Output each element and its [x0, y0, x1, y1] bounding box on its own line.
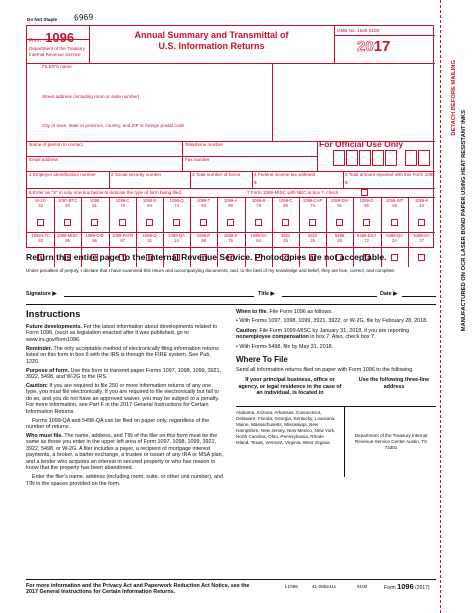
- form-type-code: 80: [228, 203, 233, 208]
- form-type-code: 25: [283, 238, 288, 243]
- tax-withheld-field[interactable]: [253, 178, 343, 187]
- nec-bold: nonemployee compensation: [236, 334, 309, 341]
- signature-field[interactable]: [64, 286, 254, 297]
- form-type-checkbox[interactable]: [146, 219, 153, 226]
- form-type-code: 95: [65, 238, 70, 243]
- form-type-cell: [136, 197, 163, 232]
- total-amount-field[interactable]: [344, 178, 434, 187]
- instructions-heading: Instructions: [26, 309, 81, 320]
- form-type-checkbox[interactable]: [37, 219, 44, 226]
- form-type-code: 27: [419, 238, 424, 243]
- date-field[interactable]: [402, 286, 436, 297]
- form-type-checkbox[interactable]: [200, 219, 207, 226]
- penalties-statement: Under penalties of perjury, I declare that I have examined this return and accompanying documents, and, to the best of my knowledge and belief, they are true, correct, and complete.: [26, 268, 396, 273]
- reminder-text: The only acceptable method of electronically filing information returns listed on this form in box 6 with the IRS is through the FIRE system. See Pub. 1220.: [26, 345, 219, 365]
- footer-note: For more information and the Privacy Act and Paperwork Reduction Act Notice, see the 2017 General Instructions for Certain Information Returns.: [26, 583, 250, 596]
- form-type-code: 79: [256, 203, 261, 208]
- form-type-code: 86: [364, 203, 369, 208]
- form-type-code: 50: [65, 203, 70, 208]
- form-type-code: 2A: [392, 238, 398, 243]
- form-type-name: 1099-OID: [85, 233, 104, 238]
- form-type-code: 83: [201, 203, 206, 208]
- fax-label: Fax number: [185, 157, 210, 162]
- form-type-code: 97: [120, 238, 125, 243]
- footer-form: [384, 582, 430, 591]
- form-title: [89, 30, 334, 51]
- form-type-name: 1099-C: [278, 198, 293, 203]
- form-type-code: 32: [38, 203, 43, 208]
- signature-label: Signature ▶: [26, 291, 57, 297]
- form-type-name: 1099-MISC: [57, 233, 79, 238]
- box2-label: 2 Social security number: [111, 172, 162, 177]
- footer-form-number: 1096: [397, 582, 414, 591]
- city-field[interactable]: [27, 129, 272, 141]
- official-use-label: For Official Use Only: [319, 139, 404, 149]
- who-must-file-bold: Who must file.: [26, 433, 63, 440]
- contact-field[interactable]: [27, 148, 182, 156]
- form-type-name: 1098-E: [142, 198, 157, 203]
- footer-code: L1096: [285, 584, 298, 589]
- year-suffix: 17: [373, 38, 391, 55]
- form-type-checkbox[interactable]: [173, 219, 180, 226]
- form-type-name: W-2G: [35, 198, 47, 203]
- form-number-block: [29, 29, 74, 47]
- form-type-name: 3922: [307, 233, 318, 238]
- signature-row: [26, 286, 436, 300]
- form-1096: [26, 25, 434, 248]
- form-word: Form: [29, 38, 41, 44]
- form-number: 1096: [45, 30, 75, 45]
- form-type-cell: [408, 197, 435, 232]
- form-type-code: 92: [392, 203, 397, 208]
- total-forms-field[interactable]: [191, 178, 252, 187]
- form-type-code: 10: [419, 203, 424, 208]
- box3-label: 3 Total number of forms: [192, 172, 241, 177]
- form-type-code: 31: [147, 238, 152, 243]
- form-type-name: 5498-SA: [413, 233, 430, 238]
- form-type-name: 1098-T: [196, 198, 211, 203]
- who-must-file-text: The name, address, and TIN of the filer on this form must be the same as those you enter in the upper left area of Form 1097, 1098, 1099, 3921, 3922, 5498, or W-2G. A filer includes a payer, a recipient of mortgage interest payments, a broker, a barter exchange, a trustee or issuer of any IRA or MSA plan, and a lender who acquires an interest in secured property or who has reason to know that the property has been abandoned.: [26, 433, 224, 472]
- email-label: Email address: [29, 157, 59, 162]
- form-type-name: 5498-QA: [386, 233, 403, 238]
- when-to-file-bold: When to file.: [236, 309, 269, 315]
- date-label: Date ▶: [380, 291, 398, 297]
- ein-field[interactable]: [27, 178, 109, 187]
- manufactured-text: MANUFACTURED ON OCR LASER BOND PAPER USING HEAT RESISTANT INKS: [461, 110, 467, 332]
- form-type-cell: [54, 197, 81, 232]
- future-dev-bold: Future developments.: [26, 324, 83, 330]
- form-type-name: 1099-INT: [385, 198, 404, 203]
- form-type-code: 93: [38, 238, 43, 243]
- form-type-name: 1098-Q: [169, 198, 184, 203]
- form-type-cell: [408, 232, 435, 267]
- do-not-staple: Do Not Staple: [27, 17, 58, 22]
- form-type-code: 81: [92, 203, 97, 208]
- year-prefix: 20: [357, 38, 374, 55]
- form-type-code: 1A: [174, 238, 180, 243]
- street-field[interactable]: [27, 100, 272, 122]
- form-type-name: 1099-B: [251, 198, 266, 203]
- form-type-name: 1099-S: [223, 233, 238, 238]
- box4-dollar: $: [254, 180, 257, 185]
- reminder-bold: Reminder.: [26, 345, 53, 352]
- title-label: Title ▶: [258, 291, 275, 297]
- form-type-cell: [109, 197, 136, 232]
- form-type-name: 1099-A: [223, 198, 238, 203]
- omb-number: OMB No. 1545-0108: [337, 28, 380, 33]
- form-type-cell: [217, 197, 244, 232]
- form-type-cell: [163, 197, 190, 232]
- box7-label: 7 Form 1099-MISC with NEC in box 7, check: [247, 190, 339, 195]
- when-caution-text-2: in box 7. Also, check box 7.: [308, 334, 376, 341]
- where-col2-head: Use the following three-line address: [358, 377, 430, 390]
- filer-name-label: FILER'S name: [42, 64, 72, 69]
- purpose-bold: Purpose of form.: [26, 367, 70, 374]
- where-table-header: [236, 377, 436, 407]
- form-type-checkbox[interactable]: [227, 219, 234, 226]
- form-type-checkbox[interactable]: [391, 219, 398, 226]
- dept-label: Department of the Treasury: [29, 46, 85, 51]
- where-states: Alabama, Arizona, Arkansas, Connecticut, Delaware, Florida, Georgia, Kentucky, Louisiana, Maine, Massachusetts, Mississippi, New Hampshire, New Jersey, New Mexico, New York, North Carolina, Ohio, Pennsylvania, Rhode Island, Texas, Vermont, Virginia, West Virginia: [236, 410, 336, 445]
- box7-checkbox[interactable]: [361, 189, 368, 196]
- box5-dollar: $: [345, 180, 348, 185]
- form-type-checkbox[interactable]: [418, 254, 425, 261]
- title-field[interactable]: [282, 286, 377, 297]
- form-type-name: 1099-LTC: [31, 233, 50, 238]
- enter-filer-text: Enter the filer's name, address (including room, suite, or other unit number), and TIN in the spaces provided on the form.: [26, 474, 223, 487]
- form-type-cell: [381, 197, 408, 232]
- form-type-cell: [81, 197, 108, 232]
- footer-num: 5100: [357, 584, 368, 589]
- form-type-name: 1099-PATR: [111, 233, 134, 238]
- form-type-code: 26: [310, 238, 315, 243]
- form-type-name: 1099-Q: [142, 233, 157, 238]
- footer-form-label: Form: [384, 585, 396, 591]
- form-type-code: 96: [92, 238, 97, 243]
- ssn-field[interactable]: [110, 178, 190, 187]
- caution-bold: Caution:: [26, 383, 48, 390]
- footer-cat: 41-0852411: [312, 584, 337, 589]
- title-line-2: U.S. Information Returns: [158, 40, 265, 51]
- form-type-code: 98: [201, 238, 206, 243]
- form-type-code: 73: [310, 203, 315, 208]
- where-intro: Send all information returns filed on paper with Form 1096 to the following.: [236, 367, 414, 374]
- tax-year: [357, 38, 390, 55]
- when-to-file-text: File Form 1096 as follows.: [268, 309, 333, 315]
- when-item-2: • With Forms 5498, file by May 31, 2018.: [236, 343, 334, 350]
- return-notice: Return this entire page to the Internal Revenue Service. Photocopies are not acceptable.: [26, 252, 387, 262]
- form-type-checkbox[interactable]: [418, 219, 425, 226]
- form-type-cell: [190, 197, 217, 232]
- form-type-checkbox[interactable]: [119, 219, 126, 226]
- form-type-cell: [299, 197, 326, 232]
- street-label: Street address (including room or suite number): [42, 94, 140, 99]
- city-label: City or town, state or province, country, and ZIP or foreign postal code: [42, 123, 185, 128]
- form-type-name: 1099-K: [414, 198, 429, 203]
- form-type-name: 1099-CAP: [302, 198, 323, 203]
- box4-label: 4 Federal income tax withheld: [254, 172, 316, 177]
- phone-field[interactable]: [183, 148, 318, 156]
- detach-text: DETACH BEFORE MAILING: [451, 60, 457, 136]
- filer-name-field[interactable]: [27, 70, 272, 92]
- form-type-code: 84: [147, 203, 152, 208]
- box6-label: 6 Enter an "X" in only one box below to indicate the type of form being filed.: [29, 190, 183, 195]
- irs-label: Internal Revenue Service: [29, 52, 81, 57]
- form-type-checkbox[interactable]: [391, 254, 398, 261]
- form-type-name: 1098-C: [115, 198, 130, 203]
- form-type-code: 28: [337, 238, 342, 243]
- form-type-row-1: [27, 197, 435, 232]
- where-table-body: [236, 407, 436, 477]
- form-type-name: 1097-BTC: [58, 198, 78, 203]
- form-type-cell: [353, 197, 380, 232]
- form-type-checkbox[interactable]: [282, 219, 289, 226]
- future-dev-text: For the latest information about developments related to Form 1096, (such as legislation enacted after it was published, go to www.irs.gov/form1096.: [26, 324, 218, 343]
- form-type-code: 91: [337, 203, 342, 208]
- form-type-name: 5498-ESA: [357, 233, 377, 238]
- box1-label: 1 Employer identification number: [29, 172, 96, 177]
- qa-paper-text: Forms 1099-QA and 5498-QA can be filed on paper only, regardless of the number of returns.: [26, 417, 210, 431]
- footer-year: (2017): [415, 585, 430, 591]
- form-type-code: 85: [283, 203, 288, 208]
- side-text: [451, 20, 467, 440]
- form-type-cell: [326, 197, 353, 232]
- form-type-code: 72: [364, 238, 369, 243]
- fax-field[interactable]: [183, 163, 318, 171]
- caution-text: If you are required to file 250 or more information returns of any one type, you must file electronically. If you are required to file electronically but fail to do so, and you do not have an approved waiver, you may be subject to a penalty. For more information, see Part F in the 2017 General Instructions for Certain Information Returns.: [26, 383, 220, 415]
- form-type-name: 5498: [334, 233, 345, 238]
- form-type-checkbox[interactable]: [255, 219, 262, 226]
- when-caution-text: File Form 1099-MISC by January 31, 2018, if you are reporting: [257, 327, 410, 334]
- phone-label: Telephone number: [185, 142, 224, 147]
- form-type-checkbox[interactable]: [64, 219, 71, 226]
- form-type-cell: [27, 197, 54, 232]
- form-type-code: 74: [174, 203, 179, 208]
- form-type-name: 1099-R: [196, 233, 211, 238]
- form-type-name: 1099-QA: [168, 233, 185, 238]
- title-line-1: Annual Summary and Transmittal of: [134, 30, 289, 40]
- where-to-file-heading: Where To File: [236, 355, 288, 365]
- box5-label: 5 Total amount reported with this Form 1096: [345, 172, 435, 177]
- contact-label: Name of person to contact: [29, 142, 83, 147]
- form-type-name: 1098: [89, 198, 100, 203]
- handwritten-number: 6969: [73, 12, 94, 23]
- when-item-1: • With Forms 1097, 1098, 1099, 3921, 3922, or W-2G, file by February 28, 2018.: [236, 318, 428, 325]
- form-type-name: 1099-DIV: [330, 198, 349, 203]
- when-where-column: [236, 309, 436, 477]
- form-type-cell: [245, 197, 272, 232]
- form-type-checkbox[interactable]: [336, 219, 343, 226]
- instructions-column: [26, 309, 224, 490]
- where-col1-head: If your principal business, office or agency, or legal residence in the case of an individual, is located in: [238, 377, 342, 397]
- purpose-text: Use this form to transmit paper Forms 1097, 1098, 1099, 3921, 3922, 5498, and W-2G to the IRS.: [26, 367, 222, 381]
- form-type-checkbox[interactable]: [91, 219, 98, 226]
- perforation-line: [440, 0, 441, 613]
- form-type-checkbox[interactable]: [309, 219, 316, 226]
- official-use-boxes: [333, 150, 433, 170]
- when-caution-bold: Caution:: [236, 327, 258, 334]
- form-type-code: 78: [120, 203, 125, 208]
- form-type-name: 3921: [280, 233, 291, 238]
- where-address: Department of the Treasury Internal Revenue Service Center Austin, TX 73301: [354, 433, 428, 451]
- form-type-name: 1099-G: [359, 198, 374, 203]
- form-type-code: 75: [228, 238, 233, 243]
- form-type-code: 94: [256, 238, 261, 243]
- form-type-cell: [272, 197, 299, 232]
- form-type-name: 1099-SA: [250, 233, 267, 238]
- email-field[interactable]: [27, 163, 182, 171]
- form-type-checkbox[interactable]: [363, 219, 370, 226]
